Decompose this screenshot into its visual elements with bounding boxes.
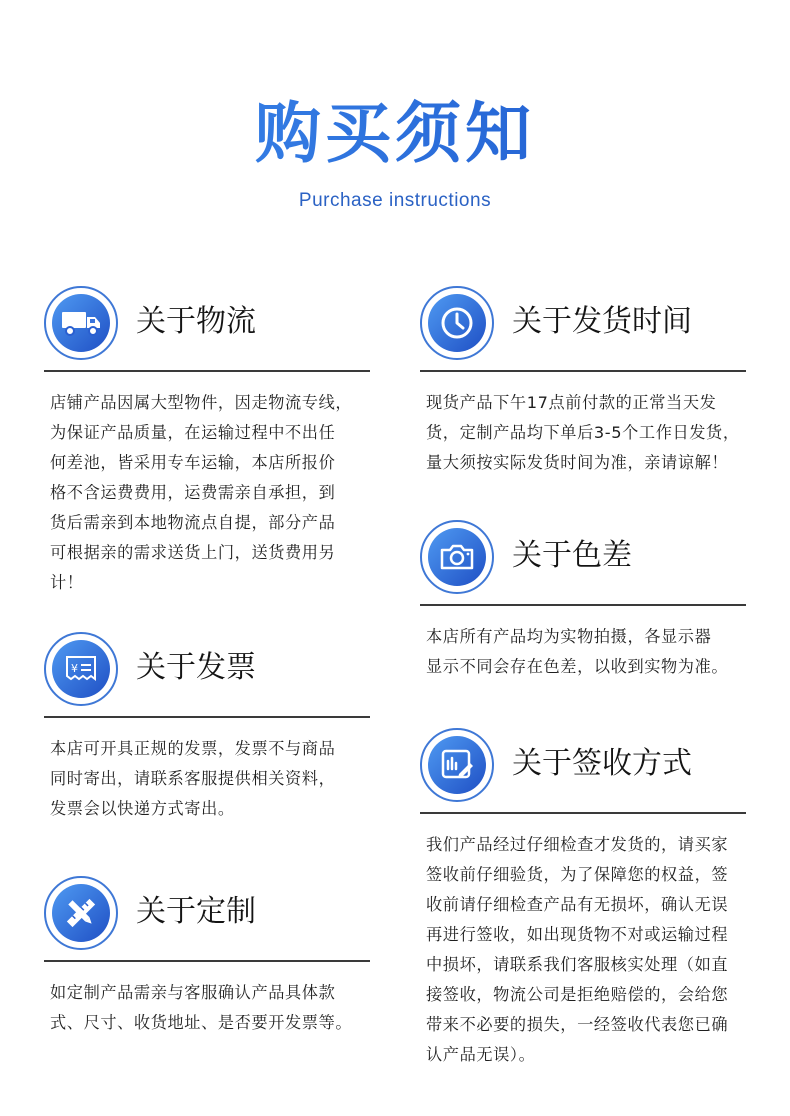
color-divider (420, 604, 746, 606)
color-icon-badge (420, 520, 494, 594)
section-shipping-time (420, 286, 746, 486)
invoice-body: 本店可开具正规的发票，发票不与商品 同时寄出，请联系客服提供相关资料， 发票会以快递方式寄出。 (50, 739, 336, 818)
signing-title: 关于签收方式 (512, 746, 692, 781)
section-custom (44, 876, 370, 1056)
logistics-divider (44, 370, 370, 372)
page-title: 购买须知 (0, 92, 790, 176)
section-invoice (44, 632, 370, 832)
shipping-time-divider (420, 370, 746, 372)
page-subtitle: Purchase instructions (298, 190, 492, 211)
custom-divider (44, 960, 370, 962)
shipping-time-body: 现货产品下午17点前付款的正常当天发 货，定制产品均下单后3-5个工作日发货， 量大须按实际发货时间为准，亲请谅解！ (426, 393, 740, 472)
logistics-icon-badge (44, 286, 118, 360)
color-body: 本店所有产品均为实物拍摄，各显示器 显示不同会存在色差，以收到实物为准。 (426, 627, 729, 676)
color-title: 关于色差 (512, 538, 632, 573)
shipping-time-title: 关于发货时间 (512, 304, 692, 339)
signing-divider (420, 812, 746, 814)
svg-text:¥: ¥ (71, 662, 78, 675)
clock-icon (439, 305, 475, 341)
camera-icon (438, 541, 476, 573)
custom-title: 关于定制 (136, 894, 256, 929)
sign-document-icon (439, 747, 475, 783)
shipping-time-icon-badge (420, 286, 494, 360)
invoice-title: 关于发票 (136, 650, 256, 685)
section-color (420, 520, 746, 700)
truck-icon (60, 308, 102, 338)
signing-body: 我们产品经过仔细检查才发货的，请买家 签收前仔细验货，为了保障您的权益，签 收前请仔细检查产品有无损坏，确认无误 再进行签收，如出现货物不对或运输过程 中损坏，请联系我们客服核实处理（如直 接签收，物流公司是拒绝赔偿的，会给您 带来不必要的损失，一经签收代表您已确 认产品无误）。 (426, 835, 729, 1064)
receipt-icon (64, 653, 98, 685)
signing-icon-badge (420, 728, 494, 802)
custom-icon-badge (44, 876, 118, 950)
pencil-ruler-icon (63, 895, 99, 931)
custom-body: 如定制产品需亲与客服确认产品具体款 式、尺寸、收货地址、是否要开发票等。 (50, 983, 353, 1032)
section-logistics (44, 286, 370, 606)
invoice-icon-badge (44, 632, 118, 706)
section-signing (420, 728, 746, 1088)
logistics-title: 关于物流 (136, 304, 256, 339)
logistics-body: 店铺产品因属大型物件，因走物流专线， 为保证产品质量，在运输过程中不出任 何差池，皆采用专车运输，本店所报价 格不含运费费用，运费需亲自承担，到 货后需亲到本地物流点自提，部分产品 可根据亲的需求送货上门，送货费用另 计！ (50, 393, 353, 592)
invoice-divider (44, 716, 370, 718)
